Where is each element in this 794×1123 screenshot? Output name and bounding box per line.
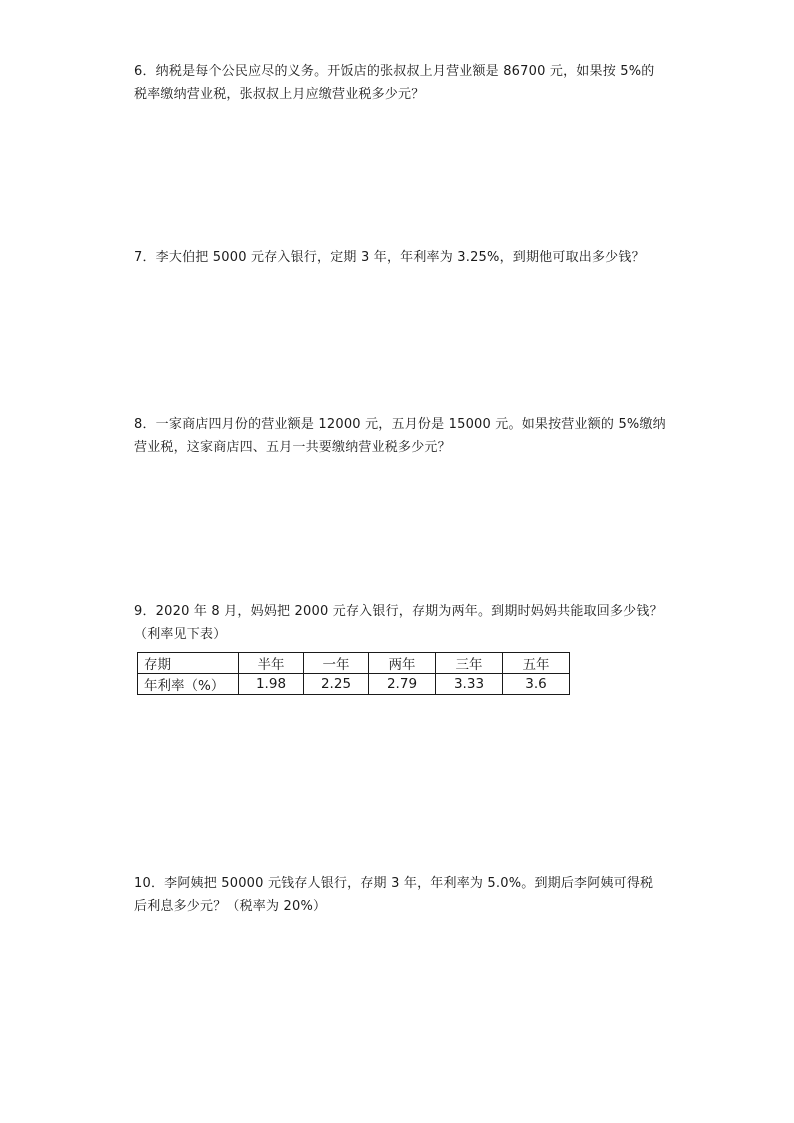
table-header-rate: 年利率（%） xyxy=(138,674,239,695)
question-7-line-1: 7．李大伯把 5000 元存入银行，定期 3 年，年利率为 3.25%，到期他可取出多少钱？ xyxy=(134,250,645,265)
table-cell-rate: 2.79 xyxy=(369,674,436,695)
table-cell-rate: 3.6 xyxy=(503,674,570,695)
table-cell-term: 半年 xyxy=(239,653,304,674)
question-10 xyxy=(134,872,674,918)
question-9-line-2: （利率见下表） xyxy=(134,627,227,642)
question-7 xyxy=(134,246,674,269)
interest-rate-table xyxy=(137,652,570,695)
question-10-line-1: 10．李阿姨把 50000 元钱存人银行，存期 3 年，年利率为 5.0%。到期后李阿姨可得税 xyxy=(134,876,654,891)
table-cell-term: 五年 xyxy=(503,653,570,674)
table-cell-term: 两年 xyxy=(369,653,436,674)
table-header-term: 存期 xyxy=(138,653,239,674)
table-row-rates xyxy=(138,674,570,695)
table-cell-rate: 3.33 xyxy=(436,674,503,695)
table-row-terms xyxy=(138,653,570,674)
question-8-line-2: 营业税，这家商店四、五月一共要缴纳营业税多少元？ xyxy=(134,440,451,455)
question-8-line-1: 8．一家商店四月份的营业额是 12000 元，五月份是 15000 元。如果按营业额的 5%缴纳 xyxy=(134,417,666,432)
table-cell-rate: 2.25 xyxy=(304,674,369,695)
question-6-line-1: 6．纳税是每个公民应尽的义务。开饭店的张叔叔上月营业额是 86700 元，如果按 5%的 xyxy=(134,64,655,79)
table-cell-term: 三年 xyxy=(436,653,503,674)
question-10-line-2: 后利息多少元？（税率为 20%） xyxy=(134,899,327,914)
question-9-line-1: 9．2020 年 8 月，妈妈把 2000 元存入银行，存期为两年。到期时妈妈共能取回多少钱？ xyxy=(134,604,663,619)
table-cell-rate: 1.98 xyxy=(239,674,304,695)
question-8 xyxy=(134,413,674,459)
question-6-line-2: 税率缴纳营业税，张叔叔上月应缴营业税多少元？ xyxy=(134,87,425,102)
table-cell-term: 一年 xyxy=(304,653,369,674)
question-6 xyxy=(134,60,674,106)
question-9 xyxy=(134,600,674,646)
